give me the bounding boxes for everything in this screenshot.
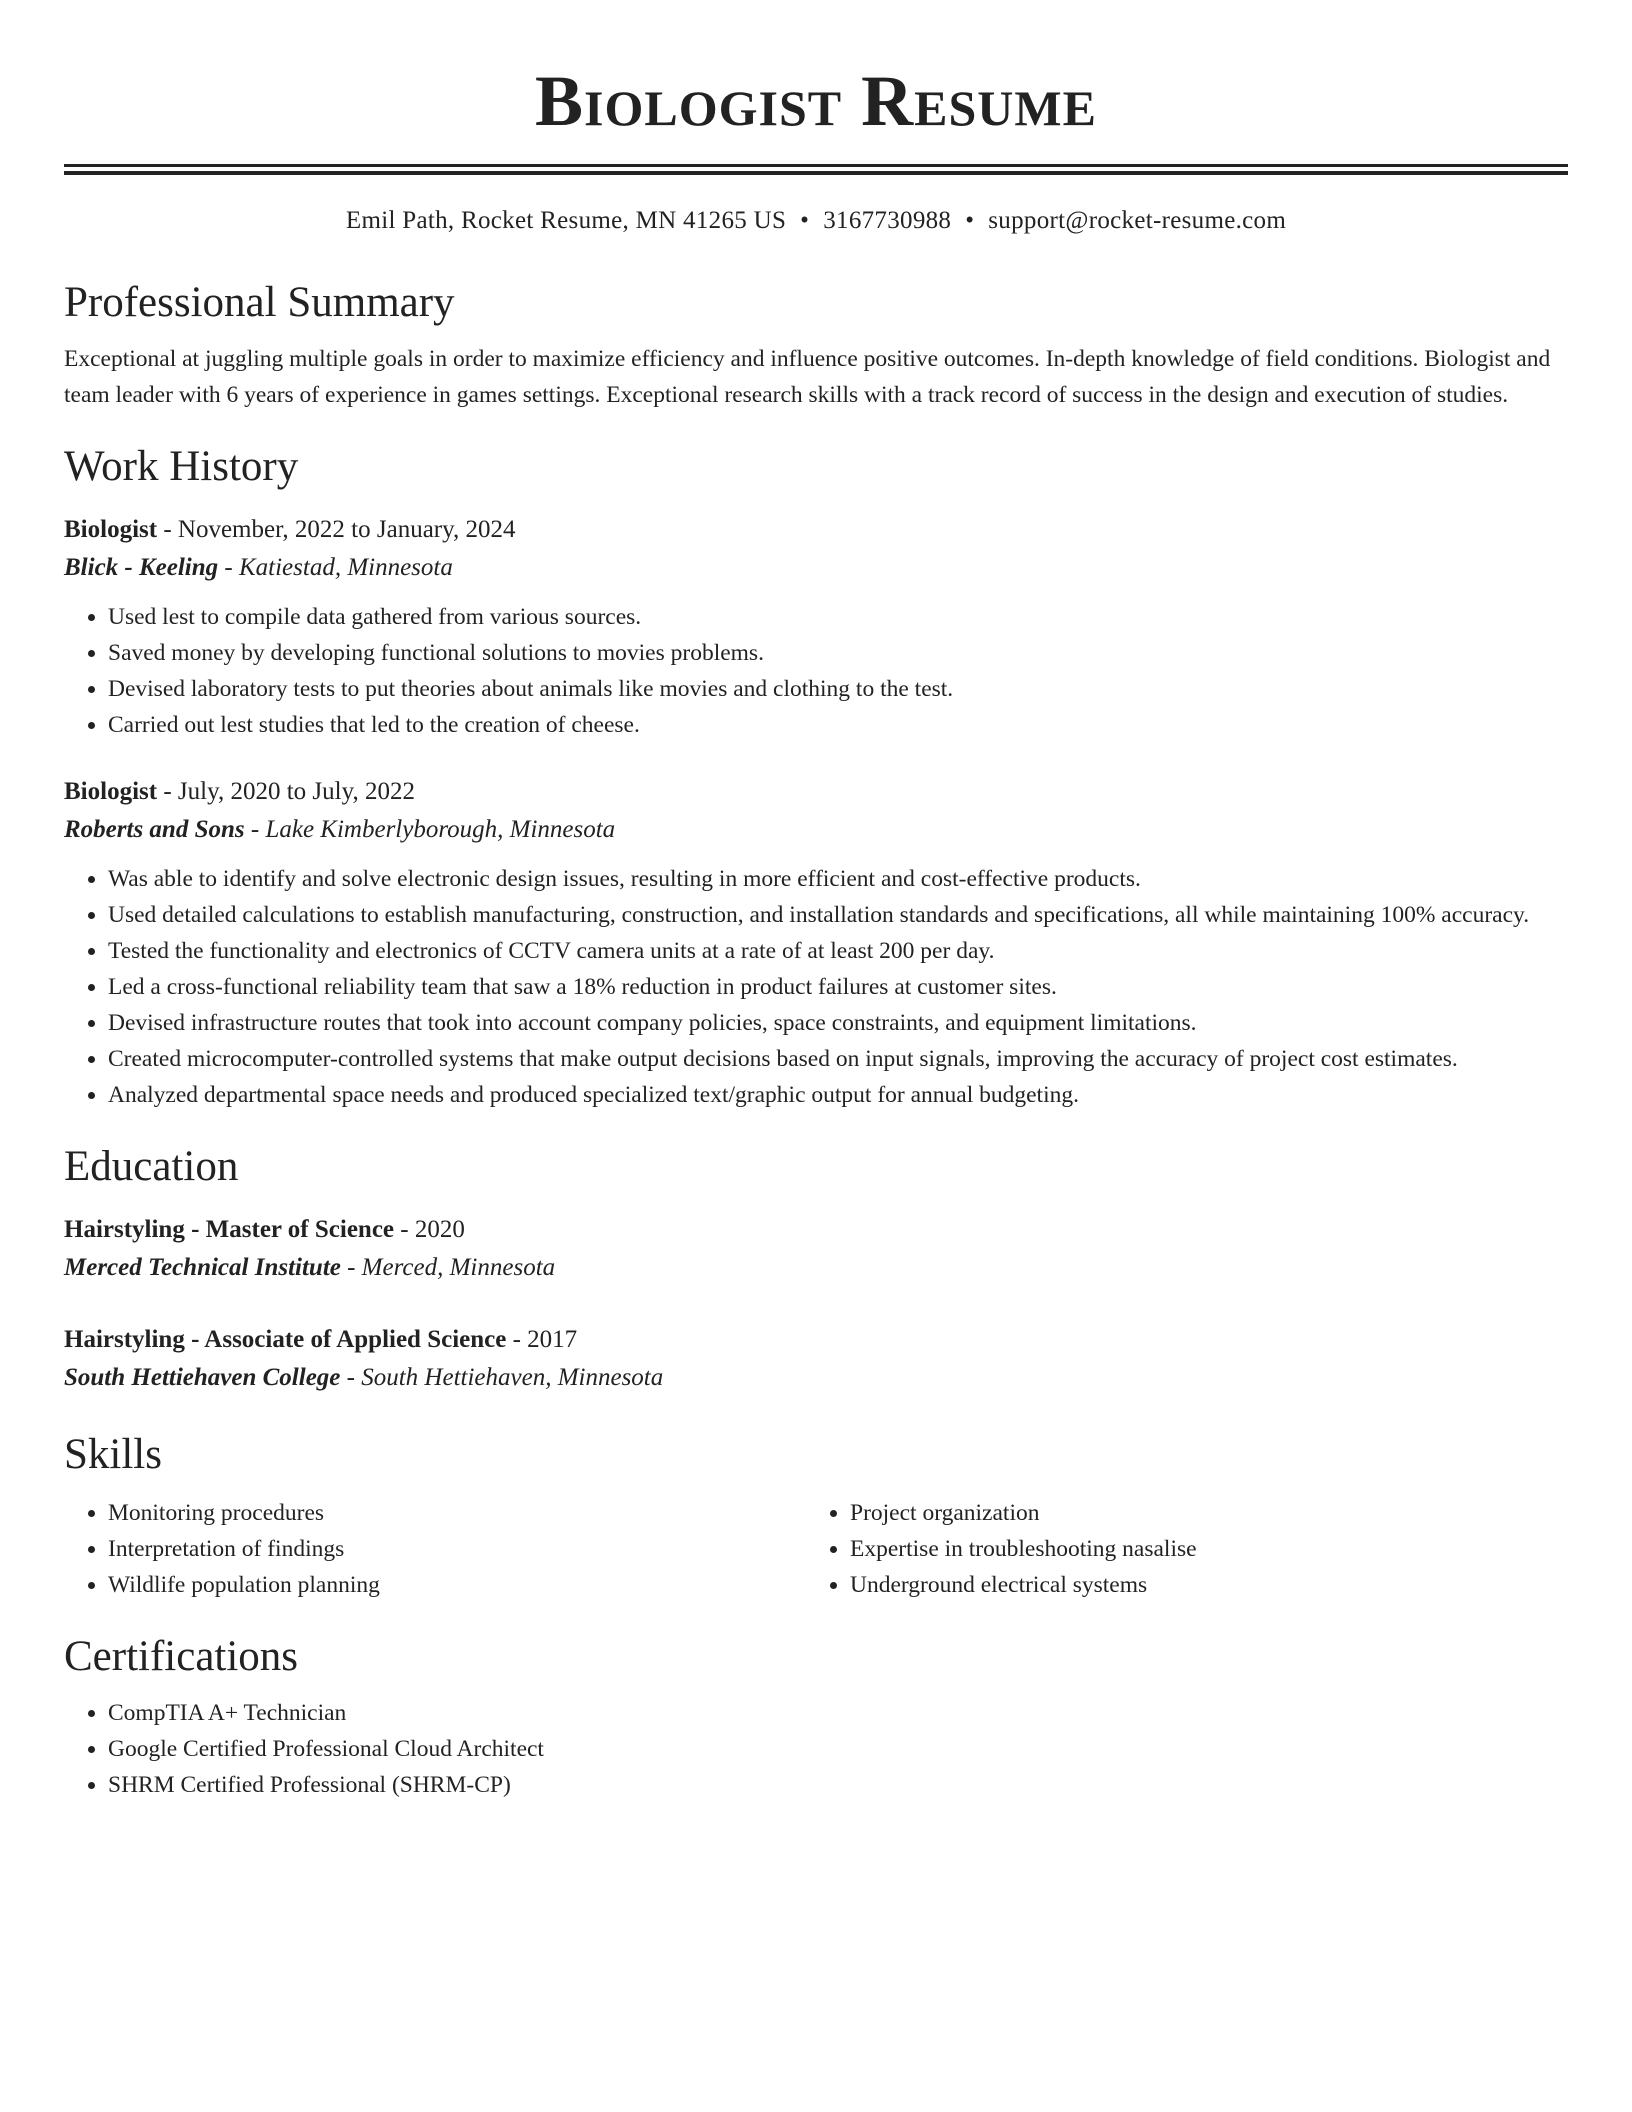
page-title: Biologist Resume: [535, 61, 1097, 141]
job-entry: [64, 511, 1568, 743]
list-item: • SHRM Certified Professional (SHRM-CP): [108, 1767, 1568, 1803]
list-item: • Monitoring procedures: [108, 1495, 806, 1531]
list-item: • Expertise in troubleshooting nasalise: [850, 1531, 1548, 1567]
education-entry: [64, 1321, 1568, 1397]
education-school-line: [64, 1249, 1568, 1287]
education-degree: Hairstyling - Master of Science: [64, 1216, 395, 1243]
job-dates: - July, 2020 to July, 2022: [157, 778, 415, 805]
education-location: - Merced, Minnesota: [340, 1254, 556, 1281]
job-title: Biologist: [64, 778, 158, 805]
certifications-list: [64, 1695, 1568, 1803]
job-company: Blick - Keeling: [64, 554, 219, 581]
list-item: • Wildlife population planning: [108, 1567, 806, 1603]
education-degree: Hairstyling - Associate of Applied Science: [64, 1326, 507, 1353]
job-title-line: [64, 773, 1568, 811]
list-item: • Carried out lest studies that led to the creation of cheese.: [108, 707, 1568, 743]
list-item: • Used detailed calculations to establish manufacturing, construction, and installation standards and specifications, all while maintaining 100% accuracy.: [108, 897, 1568, 933]
contact-address: Emil Path, Rocket Resume, MN 41265 US: [345, 207, 787, 234]
list-item: • Google Certified Professional Cloud Architect: [108, 1731, 1568, 1767]
list-item: • Devised laboratory tests to put theories about animals like movies and clothing to the test.: [108, 671, 1568, 707]
job-company: Roberts and Sons: [64, 816, 245, 843]
list-item: • Underground electrical systems: [850, 1567, 1548, 1603]
education-year: - 2017: [506, 1326, 578, 1353]
education-heading: Education: [64, 1143, 239, 1190]
summary-heading: Professional Summary: [64, 279, 455, 326]
list-item: • CompTIA A+ Technician: [108, 1695, 1568, 1731]
list-item: • Led a cross-functional reliability team that saw a 18% reduction in product failures at customer sites.: [108, 969, 1568, 1005]
skills-list-right: [806, 1495, 1548, 1603]
education-location: - South Hettiehaven, Minnesota: [340, 1364, 664, 1391]
education-school: Merced Technical Institute: [64, 1254, 341, 1281]
job-title-line: [64, 511, 1568, 549]
title-divider: [64, 164, 1568, 175]
list-item: • Tested the functionality and electronics of CCTV camera units at a rate of at least 200 per day.: [108, 933, 1568, 969]
list-item: • Interpretation of findings: [108, 1531, 806, 1567]
education-entry: [64, 1211, 1568, 1287]
certifications-heading: Certifications: [64, 1633, 299, 1680]
education-degree-line: [64, 1211, 1568, 1249]
job-entry: [64, 773, 1568, 1113]
job-title: Biologist: [64, 516, 158, 543]
job-company-line: [64, 811, 1568, 849]
contact-separator: •: [800, 207, 810, 234]
contact-phone: 3167730988: [823, 207, 952, 234]
education-year: - 2020: [394, 1216, 465, 1243]
education-school: South Hettiehaven College: [64, 1364, 341, 1391]
job-company-line: [64, 549, 1568, 587]
contact-email: support@rocket-resume.com: [988, 207, 1287, 234]
job-location: - Lake Kimberlyborough, Minnesota: [244, 816, 616, 843]
list-item: • Saved money by developing functional solutions to movies problems.: [108, 635, 1568, 671]
education-school-line: [64, 1359, 1568, 1397]
list-item: • Devised infrastructure routes that took into account company policies, space constraints, and equipment limitations.: [108, 1005, 1568, 1041]
list-item: • Project organization: [850, 1495, 1548, 1531]
summary-text: Exceptional at juggling multiple goals in order to maximize efficiency and influence positive outcomes. In-depth knowledge of field conditions. Biologist and team leader with 6 years of experience in games settings. Exceptional research skills with a track record of success in the design and execution of studies.: [64, 346, 1551, 408]
job-dates: - November, 2022 to January, 2024: [157, 516, 516, 543]
skills-grid: [64, 1495, 1568, 1603]
education-degree-line: [64, 1321, 1568, 1359]
list-item: • Used lest to compile data gathered from various sources.: [108, 599, 1568, 635]
contact-separator: •: [965, 207, 975, 234]
skills-heading: Skills: [64, 1431, 162, 1478]
skills-list-left: [64, 1495, 806, 1603]
contact-line: [64, 205, 1568, 237]
list-item: • Analyzed departmental space needs and produced specialized text/graphic output for annual budgeting.: [108, 1077, 1568, 1113]
job-bullets: [64, 861, 1568, 1113]
job-location: - Katiestad, Minnesota: [218, 554, 453, 581]
job-bullets: [64, 599, 1568, 743]
list-item: • Was able to identify and solve electronic design issues, resulting in more efficient and cost-effective products.: [108, 861, 1568, 897]
list-item: • Created microcomputer-controlled systems that make output decisions based on input signals, improving the accuracy of project cost estimates.: [108, 1041, 1568, 1077]
work-history-heading: Work History: [64, 443, 299, 490]
